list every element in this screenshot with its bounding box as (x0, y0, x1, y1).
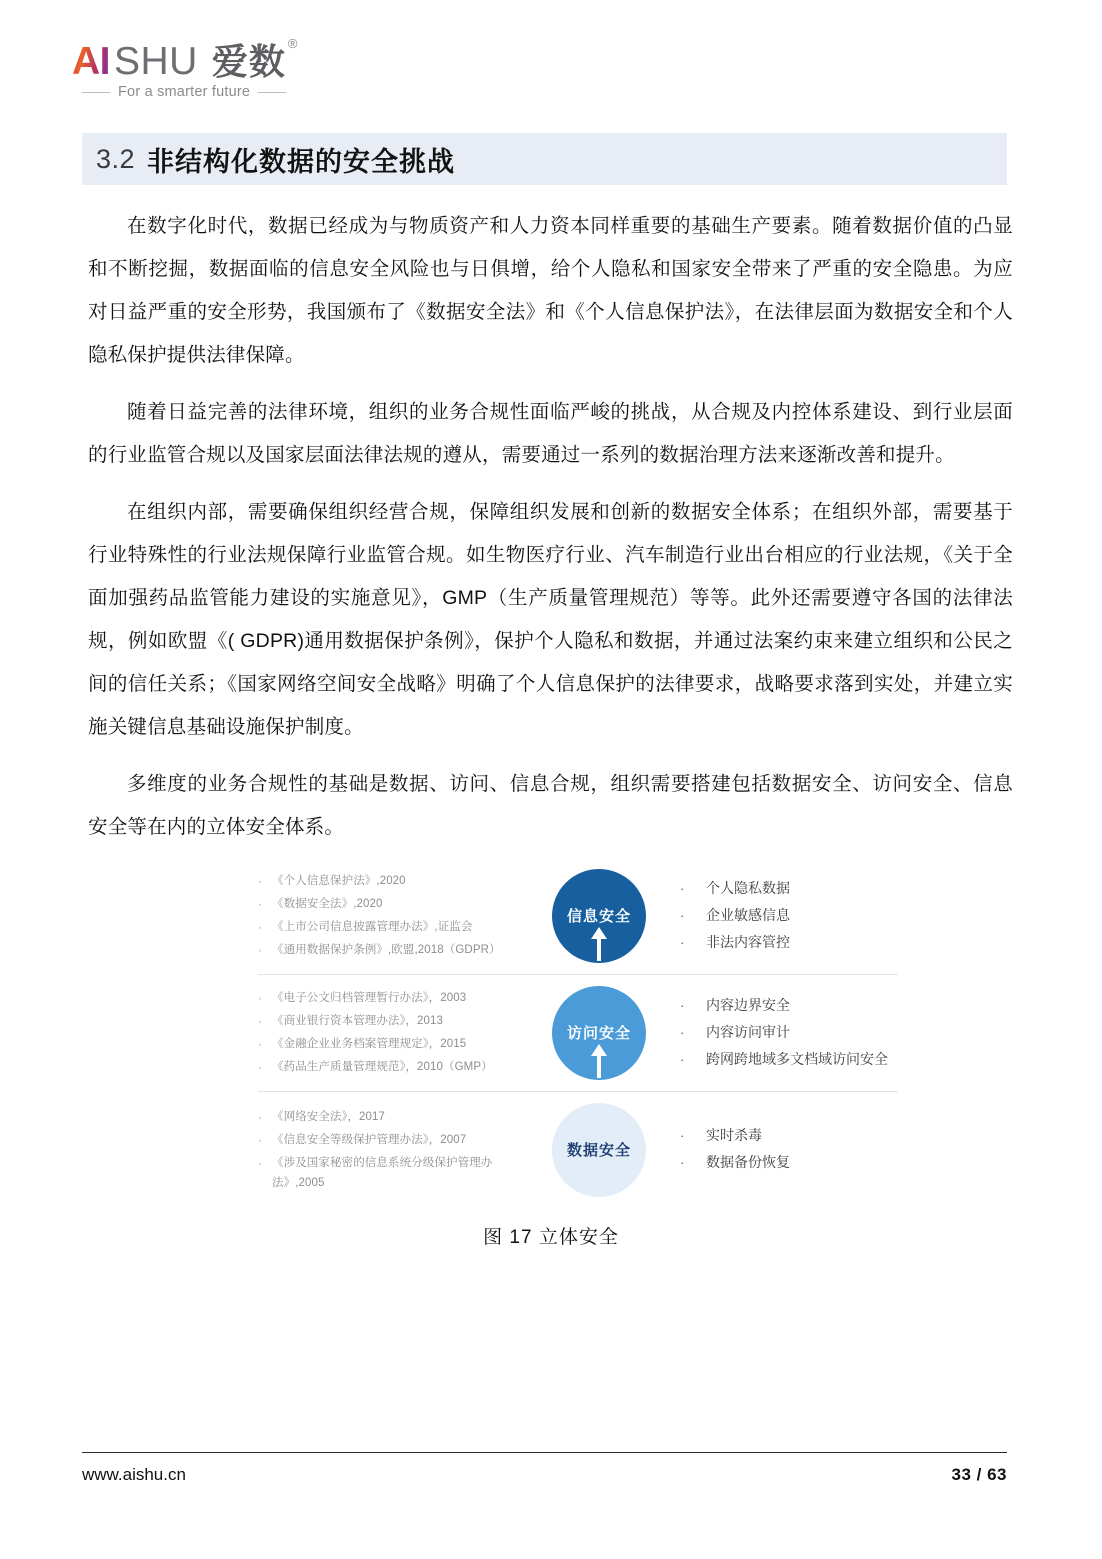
figure-divider-2 (258, 1091, 898, 1092)
bullet-icon: · (258, 874, 263, 888)
bullet-icon: · (680, 880, 685, 896)
list-item (680, 930, 898, 955)
up-arrow-icon (584, 921, 614, 961)
bullet-icon: · (680, 907, 685, 923)
list-item (680, 993, 898, 1018)
circle-container-1 (526, 869, 672, 963)
logo-wordmark (72, 34, 392, 83)
list-item (680, 1020, 898, 1045)
circle-access-security (552, 986, 646, 1080)
capability-text: 跨网跨地域多文档域访问安全 (706, 1050, 888, 1067)
list-item (258, 894, 526, 914)
bullet-icon: · (258, 920, 263, 934)
regulations-list-3 (258, 1105, 526, 1196)
figure-row-access-security (258, 979, 898, 1087)
paragraph-2: 随着日益完善的法律环境，组织的业务合规性面临严峻的挑战，从合规及内控体系建设、到行业层面的行业监管合规以及国家层面法律法规的遵从，需要通过一系列的数据治理方法来逐渐改善和提升。 (88, 401, 1013, 466)
bullet-icon: · (258, 897, 263, 911)
logo-shu-text: SHU (114, 40, 198, 83)
section-number: 3.2 (96, 143, 136, 174)
logo-ai-text: AI (72, 40, 110, 83)
regulation-text: 《涉及国家秘密的信息系统分级保护管理办法》,2005 (272, 1156, 493, 1189)
section-title: 非结构化数据的安全挑战 (147, 146, 456, 177)
regulations-list-2 (258, 986, 526, 1080)
regulation-text: 《金融企业业务档案管理规定》，2015 (272, 1038, 467, 1050)
capability-text: 企业敏感信息 (706, 906, 790, 923)
bullet-icon: · (258, 1060, 263, 1074)
bullet-icon: · (680, 997, 685, 1013)
list-item (680, 1047, 898, 1072)
registered-trademark-icon: ® (287, 36, 298, 51)
regulation-text: 《网络安全法》，2017 (272, 1110, 386, 1123)
bullet-icon: · (680, 1128, 685, 1143)
bullet-icon: · (680, 1051, 685, 1067)
circle-label: 信息安全 (566, 907, 631, 925)
paragraph-1: 在数字化时代，数据已经成为与物质资产和人力资本同样重要的基础生产要素。随着数据价值的凸显和不断挖掘，数据面临的信息安全风险也与日俱增，给个人隐私和国家安全带来了严重的安全隐患。为应对日益严重的安全形势，我国颁布了《数据安全法》和《个人信息保护法》，在法律层面为数据安全和个人隐私保护提供法律保障。 (88, 215, 1013, 366)
regulation-text: 《个人信息保护法》,2020 (272, 875, 406, 887)
bullet-icon: · (258, 1155, 263, 1170)
figure-divider-1 (258, 974, 898, 975)
logo-tagline (82, 84, 332, 100)
regulation-text: 《商业银行资本管理办法》，2013 (272, 1015, 444, 1027)
footer-page-number: 33 / 63 (951, 1465, 1007, 1484)
circle-data-security (552, 1103, 646, 1197)
capability-text: 数据备份恢复 (706, 1154, 790, 1170)
footer-website: www.aishu.cn (82, 1465, 186, 1484)
list-item (258, 1011, 526, 1031)
list-item (680, 1123, 898, 1148)
circle-information-security (552, 869, 646, 963)
list-item (258, 917, 526, 937)
up-arrow-icon (584, 1038, 614, 1078)
capability-text: 内容访问审计 (706, 1023, 790, 1040)
figure-caption: 图 17 立体安全 (483, 1227, 619, 1248)
bullet-icon: · (258, 1014, 263, 1028)
regulation-text: 《通用数据保护条例》,欧盟,2018（GDPR） (272, 944, 501, 956)
regulation-text: 《数据安全法》,2020 (272, 898, 383, 910)
aishu-logo (72, 34, 392, 114)
page-footer (82, 1465, 1007, 1485)
paragraph-3: 在组织内部，需要确保组织经营合规，保障组织发展和创新的数据安全体系；在组织外部，需要基于行业特殊性的行业法规保障行业监管合规。如生物医疗行业、汽车制造行业出台相应的行业法规，《关于全面加强药品监管能力建设的实施意见》，GMP（生产质量管理规范）等等。此外还需要遵守各国的法律法规，例如欧盟《( GDPR)通用数据保护条例》，保护个人隐私和数据，并通过法案约束来建立组织和公民之间的信任关系；《国家网络空间安全战略》明确了个人信息保护的法律要求，战略要求落到实处，并建立实施关键信息基础设施保护制度。 (88, 501, 1013, 738)
bullet-icon: · (258, 1037, 263, 1051)
figure-row-information-security (258, 862, 898, 970)
capability-text: 非法内容管控 (706, 933, 790, 950)
regulations-list-1 (258, 869, 526, 963)
section-heading (82, 133, 1007, 185)
list-item (258, 1107, 526, 1127)
list-item (258, 1153, 526, 1193)
bullet-icon: · (258, 1132, 263, 1147)
list-item (258, 871, 526, 891)
body-content (88, 205, 1013, 863)
list-item (680, 1150, 898, 1175)
capability-text: 实时杀毒 (706, 1127, 762, 1143)
regulation-text: 《信息安全等级保护管理办法》，2007 (272, 1133, 467, 1146)
capabilities-list-3 (672, 1123, 898, 1177)
bullet-icon: · (258, 991, 263, 1005)
list-item (258, 1130, 526, 1150)
list-item (258, 940, 526, 960)
regulation-text: 《上市公司信息披露管理办法》,证监会 (272, 921, 473, 933)
circle-container-3 (526, 1103, 672, 1197)
list-item (258, 988, 526, 1008)
capability-text: 个人隐私数据 (706, 879, 790, 896)
capability-text: 内容边界安全 (706, 996, 790, 1013)
figure-row-data-security (258, 1096, 898, 1204)
bullet-icon: · (258, 943, 263, 957)
regulation-text: 《电子公文归档管理暂行办法》，2003 (272, 992, 467, 1004)
regulation-text: 《药品生产质量管理规范》，2010（GMP） (272, 1061, 493, 1073)
circle-label: 数据安全 (566, 1141, 631, 1159)
bullet-icon: · (258, 1109, 263, 1124)
list-item (258, 1057, 526, 1077)
list-item (258, 1034, 526, 1054)
bullet-icon: · (680, 1155, 685, 1170)
tagline-rule-right (258, 92, 286, 93)
figure-stereo-security (258, 862, 898, 1204)
logo-chinese-text: 爱数 (211, 41, 286, 82)
footer-divider (82, 1452, 1007, 1453)
tagline-rule-left (82, 92, 110, 93)
capabilities-list-2 (672, 993, 898, 1074)
circle-label: 访问安全 (566, 1024, 631, 1042)
bullet-icon: · (680, 1024, 685, 1040)
capabilities-list-1 (672, 876, 898, 957)
tagline-text: For a smarter future (118, 84, 251, 100)
list-item (680, 903, 898, 928)
list-item (680, 876, 898, 901)
bullet-icon: · (680, 934, 685, 950)
paragraph-4: 多维度的业务合规性的基础是数据、访问、信息合规，组织需要搭建包括数据安全、访问安全、信息安全等在内的立体安全体系。 (88, 773, 1013, 838)
circle-container-2 (526, 986, 672, 1080)
